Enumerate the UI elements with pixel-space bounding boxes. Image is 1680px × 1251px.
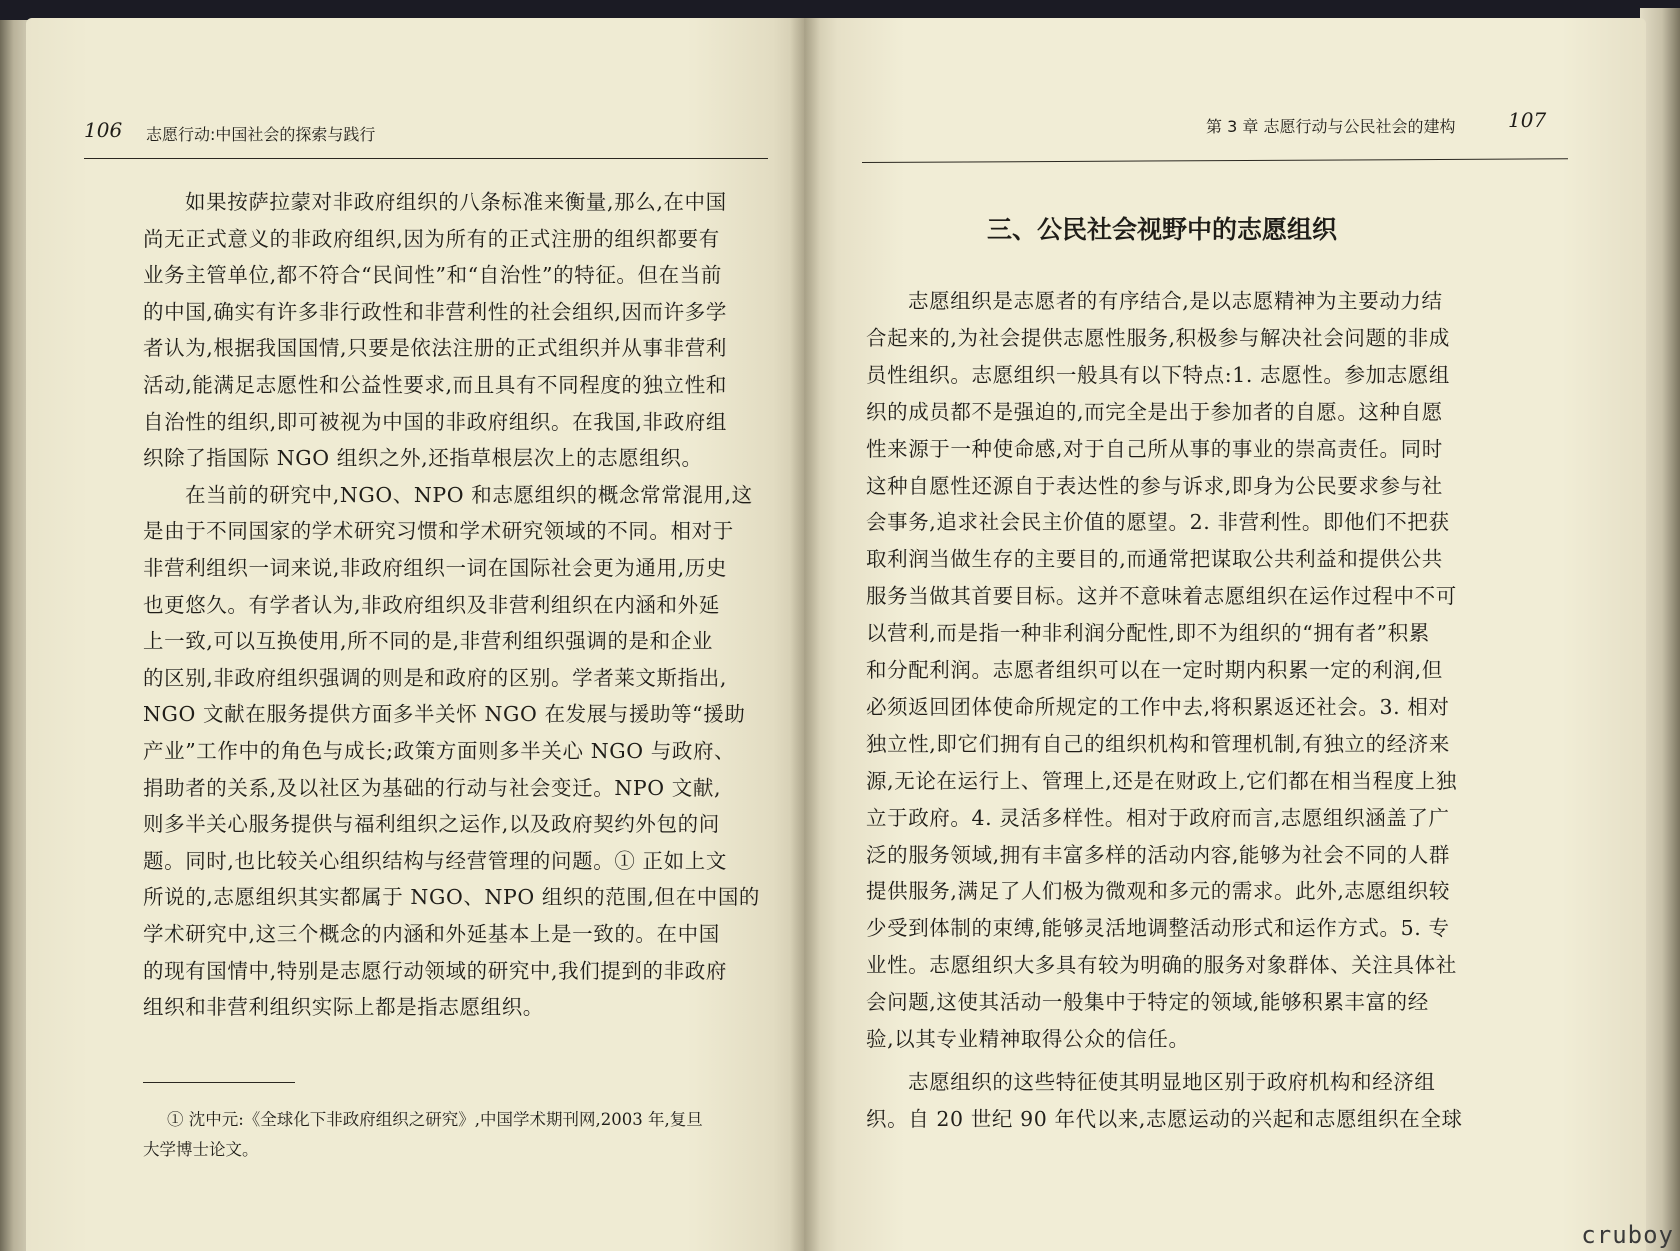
body-line: 上一致,可以互换使用,所不同的是,非营利组织强调的是和企业 xyxy=(143,629,713,654)
body-line: 则多半关心服务提供与福利组织之运作,以及政府契约外包的问 xyxy=(143,812,720,837)
body-line: 在当前的研究中,NGO、NPO 和志愿组织的概念常常混用,这 xyxy=(185,482,753,507)
book-edge-right xyxy=(1640,8,1680,1251)
right-page-number: 107 xyxy=(1508,108,1547,132)
body-line: 源,无论在运行上、管理上,还是在财政上,它们都在相当程度上独 xyxy=(866,768,1458,793)
watermark: cruboy xyxy=(1581,1221,1674,1249)
body-line: 和分配利润。志愿者组织可以在一定时期内积累一定的利润,但 xyxy=(866,658,1443,682)
body-line: 也更悠久。有学者认为,非政府组织及非营利组织在内涵和外延 xyxy=(143,592,720,617)
body-line: 是由于不同国家的学术研究习惯和学术研究领域的不同。相对于 xyxy=(143,519,734,544)
left-header-rule xyxy=(84,158,768,159)
body-line: 会事务,追求社会民主价值的愿望。2. 非营利性。即他们不把获 xyxy=(866,510,1450,535)
body-line: 以营利,而是指一种非利润分配性,即不为组织的“拥有者”积累 xyxy=(866,621,1430,646)
left-page-number: 106 xyxy=(84,118,123,142)
body-line: 学术研究中,这三个概念的内涵和外延基本上是一致的。在中国 xyxy=(143,922,720,946)
body-line: 服务当做其首要目标。这并不意味着志愿组织在运作过程中不可 xyxy=(866,584,1457,609)
body-line: NGO 文献在服务提供方面多半关怀 NGO 在发展与援助等“援助 xyxy=(143,702,746,727)
body-line: 性来源于一种使命感,对于自己所从事的事业的崇高责任。同时 xyxy=(866,436,1443,461)
body-line: 织的成员都不是强迫的,而完全是出于参加者的自愿。这种自愿 xyxy=(866,399,1443,424)
left-running-title: 志愿行动:中国社会的探索与践行 xyxy=(146,125,376,144)
right-running-title: 第 3 章 志愿行动与公民社会的建构 xyxy=(1206,117,1456,136)
body-line: 的区别,非政府组织强调的则是和政府的区别。学者莱文斯指出, xyxy=(143,665,727,690)
body-line: 提供服务,满足了人们极为微观和多元的需求。此外,志愿组织较 xyxy=(866,879,1450,904)
body-line: 业性。志愿组织大多具有较为明确的服务对象群体、关注具体社 xyxy=(866,953,1457,978)
body-line: 织除了指国际 NGO 组织之外,还指草根层次上的志愿组织。 xyxy=(143,446,703,471)
body-line: 活动,能满足志愿性和公益性要求,而且具有不同程度的独立性和 xyxy=(143,373,727,397)
body-line: 织。自 20 世纪 90 年代以来,志愿运动的兴起和志愿组织在全球 xyxy=(866,1106,1463,1131)
body-line: 非营利组织一词来说,非政府组织一词在国际社会更为通用,历史 xyxy=(143,556,727,580)
body-line: 业务主管单位,都不符合“民间性”和“自治性”的特征。但在当前 xyxy=(143,263,722,288)
body-line: 捐助者的关系,及以社区为基础的行动与社会变迁。NPO 文献, xyxy=(143,775,722,800)
body-line: 产业”工作中的角色与成长;政策方面则多半关心 NGO 与政府、 xyxy=(143,739,736,763)
body-line: 的中国,确实有许多非行政性和非营利性的社会组织,因而许多学 xyxy=(143,299,727,324)
body-line: 取利润当做生存的主要目的,而通常把谋取公共利益和提供公共 xyxy=(866,547,1443,572)
body-line: 尚无正式意义的非政府组织,因为所有的正式注册的组织都要有 xyxy=(143,226,720,251)
body-line: 验,以其专业精神取得公众的信任。 xyxy=(866,1027,1190,1051)
body-line: 如果按萨拉蒙对非政府组织的八条标准来衡量,那么,在中国 xyxy=(185,190,727,214)
book-gutter xyxy=(790,18,820,1251)
body-line: 志愿组织的这些特征使其明显地区别于政府机构和经济组 xyxy=(908,1069,1436,1094)
body-line: 员性组织。志愿组织一般具有以下特点:1. 志愿性。参加志愿组 xyxy=(866,362,1450,387)
body-line: 泛的服务领域,拥有丰富多样的活动内容,能够为社会不同的人群 xyxy=(866,842,1450,867)
body-line: 会问题,这使其活动一般集中于特定的领域,能够积累丰富的经 xyxy=(866,990,1429,1015)
body-line: 这种自愿性还源自于表达性的参与诉求,即身为公民要求参与社 xyxy=(866,473,1443,498)
body-line: 的现有国情中,特别是志愿行动领域的研究中,我们提到的非政府 xyxy=(143,958,727,983)
body-line: 所说的,志愿组织其实都属于 NGO、NPO 组织的范围,但在中国的 xyxy=(143,885,761,910)
body-line: 独立性,即它们拥有自己的组织机构和管理机制,有独立的经济来 xyxy=(866,731,1450,756)
body-line: 合起来的,为社会提供志愿性服务,积极参与解决社会问题的非成 xyxy=(866,325,1450,350)
body-line: 者认为,根据我国国情,只要是依法注册的正式组织并从事非营利 xyxy=(143,336,727,361)
body-line: 立于政府。4. 灵活多样性。相对于政府而言,志愿组织涵盖了广 xyxy=(866,805,1450,830)
body-line: 少受到体制的束缚,能够灵活地调整活动形式和运作方式。5. 专 xyxy=(866,916,1450,941)
footnote-line: 大学博士论文。 xyxy=(143,1140,259,1159)
body-line: 组织和非营利组织实际上都是指志愿组织。 xyxy=(143,995,544,1020)
body-line: 必须返回团体使命所规定的工作中去,将积累返还社会。3. 相对 xyxy=(866,694,1450,719)
body-line: 自治性的组织,即可被视为中国的非政府组织。在我国,非政府组 xyxy=(143,409,727,434)
section-heading: 三、公民社会视野中的志愿组织 xyxy=(987,215,1338,244)
body-line: 题。同时,也比较关心组织结构与经营管理的问题。① 正如上文 xyxy=(143,848,727,873)
footnote-rule xyxy=(143,1082,295,1083)
body-line: 志愿组织是志愿者的有序结合,是以志愿精神为主要动力结 xyxy=(908,289,1443,313)
footnote-line: ① 沈中元:《全球化下非政府组织之研究》,中国学术期刊网,2003 年,复旦 xyxy=(167,1110,703,1129)
